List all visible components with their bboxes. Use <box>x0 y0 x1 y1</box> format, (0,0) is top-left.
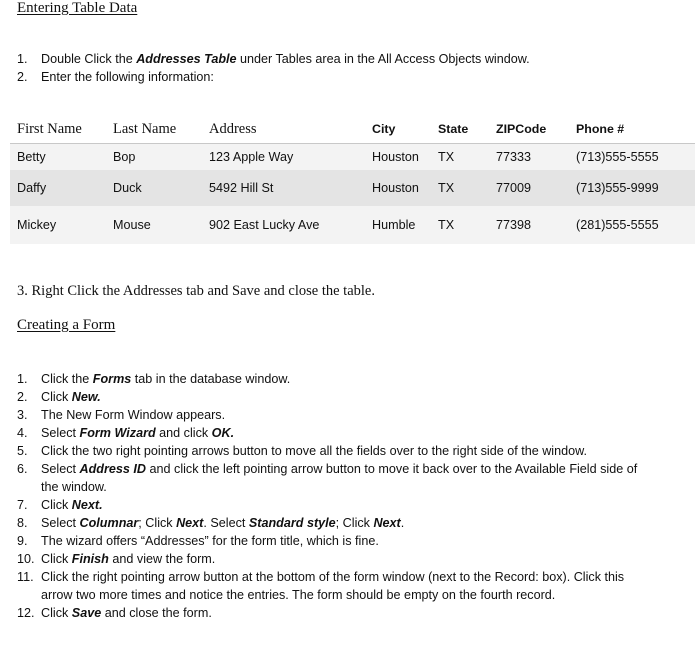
cell-zipcode: 77398 <box>496 218 532 232</box>
text-run: under Tables area in the All Access Objects window. <box>236 52 530 66</box>
header-last-name: Last Name <box>113 120 177 137</box>
text-run: and close the form. <box>101 606 212 620</box>
step-number: 4. <box>17 426 28 440</box>
step-number: 10. <box>17 552 35 566</box>
emphasized-term: Next <box>373 516 401 530</box>
list-item <box>17 550 647 568</box>
text-run: Click <box>41 606 72 620</box>
header-address: Address <box>209 120 257 137</box>
text-run: Click the two right pointing arrows button to move all the fields over to the right side of the window. <box>41 444 588 458</box>
header-state: State <box>438 122 469 137</box>
header-first-name: First Name <box>17 120 82 137</box>
step-number: 8. <box>17 516 28 530</box>
step-text <box>41 50 530 68</box>
step-text <box>41 460 647 496</box>
cell-last-name: Mouse <box>113 218 151 232</box>
cell-first-name: Daffy <box>17 181 47 195</box>
list-item <box>17 604 647 622</box>
emphasized-term: Form Wizard <box>79 426 156 440</box>
section-title-creating-a-form: Creating a Form <box>17 317 116 333</box>
cell-first-name: Mickey <box>17 218 57 232</box>
cell-state: TX <box>438 218 455 232</box>
cell-address: 123 Apple Way <box>209 149 294 164</box>
cell-state: TX <box>438 181 455 195</box>
step-number: 1. <box>17 52 28 66</box>
header-zipcode: ZIPCode <box>496 122 547 137</box>
cell-address: 5492 Hill St <box>209 181 274 195</box>
step-number: 12. <box>17 606 35 620</box>
text-run: . Select <box>203 516 249 530</box>
cell-last-name: Duck <box>113 181 142 195</box>
list-item <box>17 50 530 68</box>
emphasized-term: Forms <box>92 372 132 386</box>
step-text <box>41 68 530 86</box>
step-text <box>41 550 647 568</box>
step-number: 6. <box>17 462 28 476</box>
list-item <box>17 532 647 550</box>
cell-city: Houston <box>372 181 419 195</box>
list-item <box>17 68 530 86</box>
text-run: Click <box>41 390 72 404</box>
list-item <box>17 514 647 532</box>
emphasized-term: Next. <box>71 498 103 512</box>
entering-table-steps <box>17 50 530 86</box>
cell-state: TX <box>438 149 455 164</box>
step-text <box>41 424 647 442</box>
list-item <box>17 442 647 460</box>
step-text <box>41 604 647 622</box>
emphasized-term: New. <box>71 390 101 404</box>
cell-zipcode: 77009 <box>496 181 532 195</box>
text-run: tab in the database window. <box>131 372 291 386</box>
list-item <box>17 568 647 604</box>
step-text <box>41 442 647 460</box>
cell-city: Houston <box>372 149 419 164</box>
text-run: Click the right pointing arrow button at the bottom of the form window (next to the Record: box). Click this arrow two more times and notice the entries. The form should be empty on the fourth record. <box>41 570 625 602</box>
text-run: Enter the following information: <box>41 70 214 84</box>
step-text <box>41 388 647 406</box>
text-run: and click <box>155 426 212 440</box>
cell-city: Humble <box>372 218 416 232</box>
step-text <box>41 568 647 604</box>
step-number: 11. <box>17 570 34 584</box>
step-text <box>41 496 647 514</box>
emphasized-term: Finish <box>71 552 109 566</box>
cell-phone: (713)555-9999 <box>576 181 659 195</box>
cell-last-name: Bop <box>113 149 136 164</box>
list-item <box>17 496 647 514</box>
step-text <box>41 406 647 424</box>
list-item <box>17 424 647 442</box>
text-run: Click <box>41 498 72 512</box>
emphasized-term: Addresses Table <box>136 52 237 66</box>
text-run: Select <box>41 462 80 476</box>
table-row <box>10 143 695 170</box>
step-save-close-table: 3. Right Click the Addresses tab and Save and close the table. <box>17 283 375 299</box>
text-run: ; Click <box>335 516 374 530</box>
text-run: Double Click the <box>41 52 137 66</box>
cell-phone: (281)555-5555 <box>576 218 659 232</box>
emphasized-term: OK. <box>211 426 235 440</box>
emphasized-term: Next <box>176 516 204 530</box>
addresses-table <box>10 116 695 244</box>
text-run: The New Form Window appears. <box>41 408 226 422</box>
header-phone: Phone # <box>576 122 625 137</box>
step-number: 5. <box>17 444 28 458</box>
emphasized-term: Columnar <box>79 516 139 530</box>
step-number: 7. <box>17 498 28 512</box>
table-row <box>10 170 695 206</box>
step-text <box>41 532 647 550</box>
step-number: 3. <box>17 408 28 422</box>
list-item <box>17 406 647 424</box>
cell-zipcode: 77333 <box>496 149 532 164</box>
list-item <box>17 388 647 406</box>
table-row <box>10 206 695 244</box>
step-number: 2. <box>17 70 28 84</box>
header-city: City <box>372 122 396 137</box>
emphasized-term: Address ID <box>79 462 147 476</box>
text-run: . <box>400 516 405 530</box>
creating-form-steps <box>17 370 647 622</box>
text-run: and click the left pointing arrow button to move it back over to the Available Field side of the window. <box>41 462 638 494</box>
text-run: Select <box>41 426 80 440</box>
step-number: 1. <box>17 372 28 386</box>
list-item <box>17 460 647 496</box>
cell-address: 902 East Lucky Ave <box>209 218 320 232</box>
text-run: and view the form. <box>108 552 216 566</box>
table-header-row <box>10 116 695 143</box>
text-run: The wizard offers “Addresses” for the form title, which is fine. <box>41 534 379 548</box>
text-run: Click <box>41 552 72 566</box>
step-text <box>41 370 647 388</box>
step-number: 9. <box>17 534 28 548</box>
emphasized-term: Save <box>71 606 102 620</box>
cell-phone: (713)555-5555 <box>576 149 659 164</box>
section-title-entering-table-data: Entering Table Data <box>17 0 138 16</box>
emphasized-term: Standard style <box>248 516 336 530</box>
step-number: 2. <box>17 390 28 404</box>
cell-first-name: Betty <box>17 149 46 164</box>
step-text <box>41 514 647 532</box>
list-item <box>17 370 647 388</box>
text-run: Select <box>41 516 80 530</box>
text-run: Click the <box>41 372 93 386</box>
text-run: ; Click <box>138 516 177 530</box>
